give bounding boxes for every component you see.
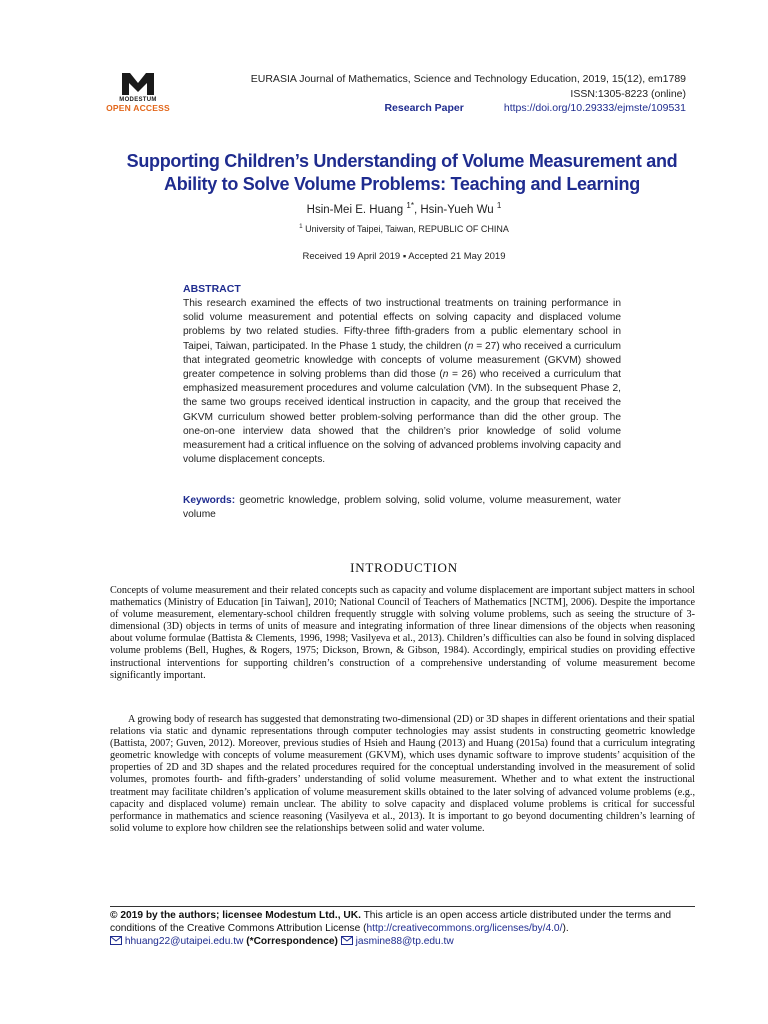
- authors: [0, 201, 768, 216]
- copyright-notice: © 2019 by the authors; licensee Modestum Ltd., UK.: [110, 910, 361, 921]
- email-icon: [110, 936, 122, 949]
- journal-line: EURASIA Journal of Mathematics, Science and Technology Education, 2019, 15(12), em1789: [250, 73, 686, 85]
- keywords-label: Keywords:: [183, 495, 236, 506]
- footer-divider: [110, 906, 695, 907]
- logo-brand: MODESTUM: [119, 97, 157, 103]
- introduction-heading: INTRODUCTION: [350, 560, 458, 575]
- modestum-logo: [104, 70, 172, 113]
- abstract-n2: n: [442, 369, 449, 381]
- abstract-n1: n: [467, 340, 474, 352]
- journal-info: [251, 72, 686, 116]
- email-2-link[interactable]: jasmine88@tp.edu.tw: [355, 936, 454, 948]
- abstract-text: [183, 297, 621, 467]
- modestum-m-icon: [120, 70, 156, 96]
- author-1-sup: 1*: [406, 201, 414, 211]
- keywords: [183, 494, 621, 522]
- author-separator: , Hsin-Yueh Wu: [413, 204, 497, 216]
- article-title: [100, 150, 704, 196]
- email-icon-2: [341, 936, 353, 949]
- open-access-label: OPEN ACCESS: [106, 103, 170, 113]
- paper-type: Research Paper: [384, 102, 464, 114]
- correspondence-label: (*Correspondence): [243, 936, 341, 948]
- author-2-sup: 1: [496, 201, 502, 211]
- keywords-list: geometric knowledge, problem solving, solid volume, volume measurement, water volume: [183, 495, 621, 521]
- footer-license: [110, 909, 700, 950]
- license-text: This article is an open access article distributed under the terms and conditions of the Creative Commons Attribution License (: [110, 910, 672, 935]
- affiliation: [0, 224, 768, 234]
- email-1-link[interactable]: hhuang22@utaipei.edu.tw: [124, 936, 244, 948]
- intro-paragraph-2: A growing body of research has suggested that demonstrating two-dimensional (2D) or 3D shapes in different orientations and their spatial relations via static and dynamic representations through computer technologies may assist students in constructing geometric knowledge (Battista, 2007; Guven, 2012). Moreover, previous studies of Hsieh and Haung (2013) and Huang (2015a) found that a curriculum integrating geometric knowledge with concepts of volume measurement (GKVM), which uses dynamic software to improve students’ acquisition of the properties of 2D and 3D shapes and the related procedures required for the conceptual understanding involved in the measurement of solid volumes, promotes fourth- and fifth-graders’ understanding of solid volume measurement. Whether and to what extent the instructional treatment may facilitate children’s application of volume measurement skills obtained to the later solving of advanced volume problems (e.g., capacity and displaced volume) remain unclear. The ability to solve capacity and displaced volume problems is critical for successful performance in mathematics and science reasoning (Vasilyeva et al., 2013). It is important to go beyond documenting children’s learning of solid volume to explore how children see the relationships between solid and water volume.: [110, 714, 695, 834]
- received-accepted-dates: Received 19 April 2019 ▪ Accepted 21 May 2019: [302, 251, 506, 262]
- abstract-heading: ABSTRACT: [183, 283, 241, 295]
- affiliation-sup: 1: [299, 223, 303, 230]
- license-link[interactable]: http://creativecommons.org/licenses/by/4.0/: [366, 923, 563, 935]
- abstract-part-a: This research examined the effects of two instructional treatments on training performance in solid volume measurement and potential effects on solving capacity and displaced volume problems by two related studies. Fifty-three fifth-graders from a public elementary school in Taipei, Taiwan, participated. In the Phase 1 study, the children (: [183, 298, 621, 352]
- affiliation-text: University of Taipei, Taiwan, REPUBLIC OF CHINA: [302, 224, 509, 234]
- intro-paragraph-1: Concepts of volume measurement and their related concepts such as capacity and volume displacement are important subject matters in school mathematics (Ministry of Education [in Taiwan], 2010; National Council of Teachers of Mathematics [NCTM], 2006). Despite the importance of volume measurement, elementary-school children frequently struggle with solving volume problems, such as seeing the structure of 3-dimensional (3D) objects in terms of units of measure and integrating information of three linear dimensions of the objects when reasoning about volume formulae (Battista & Clements, 1996, 1998; Vasilyeva et al., 2013). Children’s difficulties can also be found in solving displaced volume problems (Bell, Hughes, & Rogers, 1975; Dickson, Brown, & Gibson, 1984). Accordingly, empirical studies on providing effective instructional interventions for supporting children’s construction of a comprehensive understanding of volume measurement become significantly important.: [110, 585, 695, 681]
- author-1: Hsin-Mei E. Huang: [306, 204, 407, 216]
- abstract-part-c: = 26) who received a curriculum that emphasized measurement procedures and volume calculation (VM). In the subsequent Phase 2, the same two groups received identical instruction in capacity, and the group that received the GKVM curriculum showed better problem-solving performance than did the other group. The one-on-one interview data showed that the children’s prior knowledge of solid volume measurement had a critical influence on the solving of advanced problems involving capacity and volume displacement concepts.: [183, 369, 622, 466]
- title-line-2: Ability to Solve Volume Problems: Teaching and Learning: [164, 174, 640, 194]
- license-end: ).: [562, 923, 569, 935]
- abstract-part-b: = 27) who received a curriculum that integrated geometric knowledge with concepts of volume measurement (GKVM) showed greater competence in solving problems than did those (: [183, 340, 621, 381]
- title-line-1: Supporting Children’s Understanding of Volume Measurement and: [126, 151, 678, 171]
- doi-link[interactable]: https://doi.org/10.29333/ejmste/109531: [503, 102, 686, 114]
- issn: ISSN:1305-8223 (online): [570, 87, 686, 100]
